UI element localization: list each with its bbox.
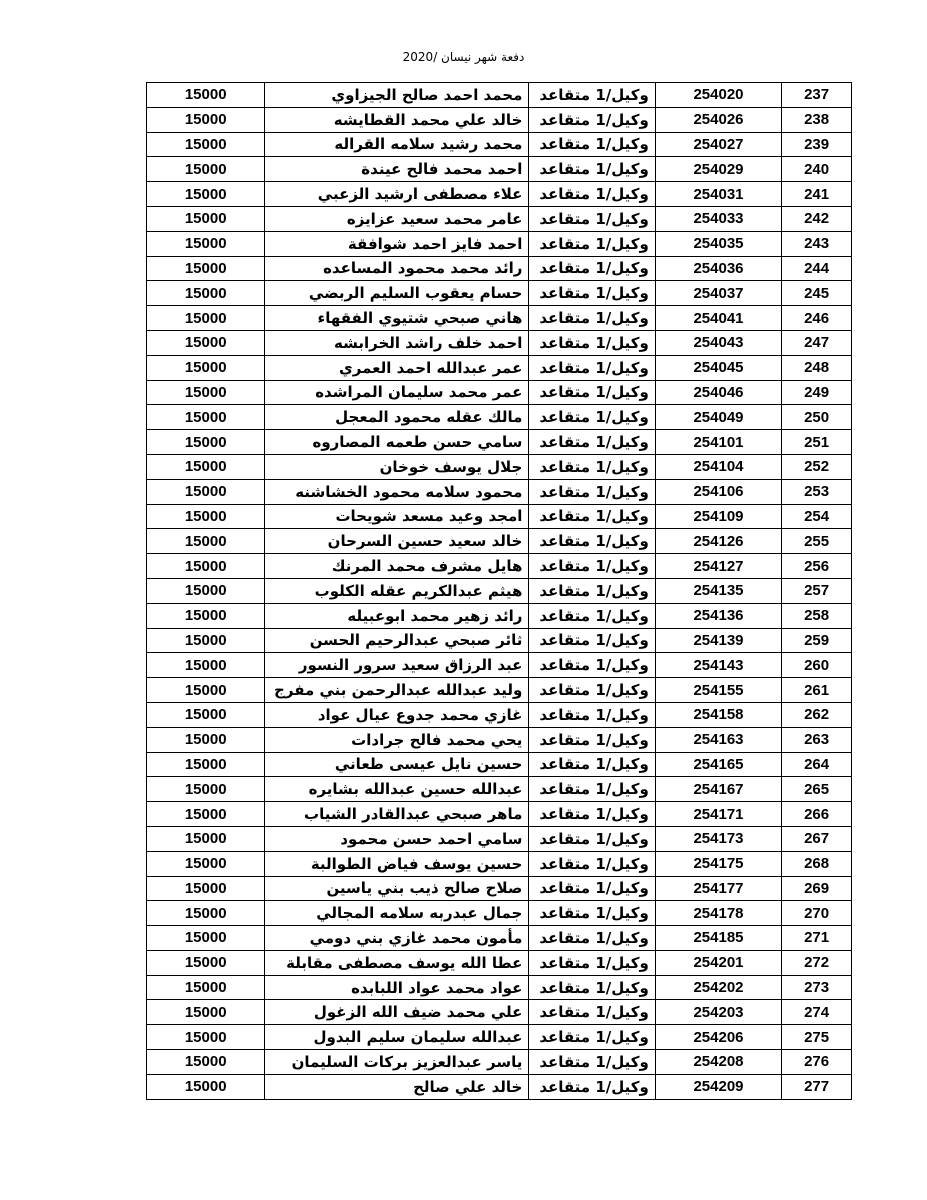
full-name-cell: عمر محمد سليمان المراشده	[265, 380, 529, 405]
amount-cell: 15000	[147, 430, 265, 455]
row-number-cell: 267	[782, 826, 852, 851]
rank-cell: وكيل/1 متقاعد	[529, 107, 655, 132]
amount-cell: 15000	[147, 206, 265, 231]
table-row	[147, 802, 852, 827]
rank-cell: وكيل/1 متقاعد	[529, 1000, 655, 1025]
table-body	[147, 83, 852, 1100]
row-number-cell: 243	[782, 231, 852, 256]
row-number-cell: 242	[782, 206, 852, 231]
rank-cell: وكيل/1 متقاعد	[529, 380, 655, 405]
row-number-cell: 260	[782, 653, 852, 678]
amount-cell: 15000	[147, 826, 265, 851]
rank-cell: وكيل/1 متقاعد	[529, 281, 655, 306]
row-number-cell: 263	[782, 727, 852, 752]
rank-cell: وكيل/1 متقاعد	[529, 430, 655, 455]
amount-cell: 15000	[147, 330, 265, 355]
rank-cell: وكيل/1 متقاعد	[529, 231, 655, 256]
full-name-cell: مأمون محمد غازي بني دومي	[265, 926, 529, 951]
id-number-cell: 254029	[655, 157, 781, 182]
full-name-cell: رائد محمد محمود المساعده	[265, 256, 529, 281]
rank-cell: وكيل/1 متقاعد	[529, 306, 655, 331]
full-name-cell: محمود سلامه محمود الخشاشنه	[265, 479, 529, 504]
table-row	[147, 157, 852, 182]
row-number-cell: 275	[782, 1025, 852, 1050]
row-number-cell: 265	[782, 777, 852, 802]
table-row	[147, 380, 852, 405]
amount-cell: 15000	[147, 752, 265, 777]
row-number-cell: 247	[782, 330, 852, 355]
table-row	[147, 777, 852, 802]
table-row	[147, 1074, 852, 1099]
amount-cell: 15000	[147, 504, 265, 529]
row-number-cell: 266	[782, 802, 852, 827]
full-name-cell: علي محمد ضيف الله الزغول	[265, 1000, 529, 1025]
amount-cell: 15000	[147, 851, 265, 876]
table-row	[147, 529, 852, 554]
id-number-cell: 254175	[655, 851, 781, 876]
rank-cell: وكيل/1 متقاعد	[529, 405, 655, 430]
table-row	[147, 975, 852, 1000]
row-number-cell: 256	[782, 554, 852, 579]
table-row	[147, 950, 852, 975]
rank-cell: وكيل/1 متقاعد	[529, 256, 655, 281]
amount-cell: 15000	[147, 405, 265, 430]
amount-cell: 15000	[147, 281, 265, 306]
row-number-cell: 257	[782, 578, 852, 603]
rank-cell: وكيل/1 متقاعد	[529, 876, 655, 901]
rank-cell: وكيل/1 متقاعد	[529, 678, 655, 703]
id-number-cell: 254106	[655, 479, 781, 504]
id-number-cell: 254167	[655, 777, 781, 802]
amount-cell: 15000	[147, 554, 265, 579]
full-name-cell: ياسر عبدالعزيز بركات السليمان	[265, 1050, 529, 1075]
table-row	[147, 1025, 852, 1050]
full-name-cell: مالك عقله محمود المعجل	[265, 405, 529, 430]
row-number-cell: 237	[782, 83, 852, 108]
id-number-cell: 254127	[655, 554, 781, 579]
full-name-cell: هاني صبحي شتيوي الفقهاء	[265, 306, 529, 331]
id-number-cell: 254126	[655, 529, 781, 554]
full-name-cell: خالد سعيد حسين السرحان	[265, 529, 529, 554]
table-row	[147, 83, 852, 108]
amount-cell: 15000	[147, 702, 265, 727]
row-number-cell: 250	[782, 405, 852, 430]
row-number-cell: 249	[782, 380, 852, 405]
rank-cell: وكيل/1 متقاعد	[529, 901, 655, 926]
id-number-cell: 254104	[655, 454, 781, 479]
full-name-cell: خالد علي محمد القطايشه	[265, 107, 529, 132]
row-number-cell: 238	[782, 107, 852, 132]
id-number-cell: 254046	[655, 380, 781, 405]
full-name-cell: حسين نايل عيسى طعاني	[265, 752, 529, 777]
row-number-cell: 259	[782, 628, 852, 653]
amount-cell: 15000	[147, 454, 265, 479]
id-number-cell: 254045	[655, 355, 781, 380]
full-name-cell: غازي محمد جدوع عيال عواد	[265, 702, 529, 727]
row-number-cell: 252	[782, 454, 852, 479]
amount-cell: 15000	[147, 355, 265, 380]
row-number-cell: 268	[782, 851, 852, 876]
full-name-cell: امجد وعيد مسعد شويحات	[265, 504, 529, 529]
table-row	[147, 231, 852, 256]
row-number-cell: 261	[782, 678, 852, 703]
table-row	[147, 876, 852, 901]
id-number-cell: 254173	[655, 826, 781, 851]
table-row	[147, 851, 852, 876]
full-name-cell: علاء مصطفى ارشيد الزعبي	[265, 182, 529, 207]
amount-cell: 15000	[147, 1025, 265, 1050]
row-number-cell: 276	[782, 1050, 852, 1075]
row-number-cell: 269	[782, 876, 852, 901]
amount-cell: 15000	[147, 1050, 265, 1075]
amount-cell: 15000	[147, 777, 265, 802]
id-number-cell: 254171	[655, 802, 781, 827]
id-number-cell: 254185	[655, 926, 781, 951]
amount-cell: 15000	[147, 380, 265, 405]
id-number-cell: 254165	[655, 752, 781, 777]
rank-cell: وكيل/1 متقاعد	[529, 851, 655, 876]
id-number-cell: 254033	[655, 206, 781, 231]
row-number-cell: 240	[782, 157, 852, 182]
id-number-cell: 254201	[655, 950, 781, 975]
table-row	[147, 430, 852, 455]
rank-cell: وكيل/1 متقاعد	[529, 975, 655, 1000]
id-number-cell: 254026	[655, 107, 781, 132]
amount-cell: 15000	[147, 107, 265, 132]
table-row	[147, 901, 852, 926]
rank-cell: وكيل/1 متقاعد	[529, 926, 655, 951]
row-number-cell: 277	[782, 1074, 852, 1099]
id-number-cell: 254020	[655, 83, 781, 108]
table-row	[147, 479, 852, 504]
table-row	[147, 454, 852, 479]
amount-cell: 15000	[147, 628, 265, 653]
full-name-cell: ماهر صبحي عبدالقادر الشياب	[265, 802, 529, 827]
row-number-cell: 262	[782, 702, 852, 727]
id-number-cell: 254143	[655, 653, 781, 678]
rank-cell: وكيل/1 متقاعد	[529, 727, 655, 752]
full-name-cell: حسام يعقوب السليم الربضي	[265, 281, 529, 306]
amount-cell: 15000	[147, 83, 265, 108]
table-row	[147, 256, 852, 281]
id-number-cell: 254203	[655, 1000, 781, 1025]
row-number-cell: 245	[782, 281, 852, 306]
full-name-cell: سامي حسن طعمه المصاروه	[265, 430, 529, 455]
row-number-cell: 271	[782, 926, 852, 951]
row-number-cell: 246	[782, 306, 852, 331]
rank-cell: وكيل/1 متقاعد	[529, 653, 655, 678]
rank-cell: وكيل/1 متقاعد	[529, 826, 655, 851]
row-number-cell: 272	[782, 950, 852, 975]
amount-cell: 15000	[147, 727, 265, 752]
amount-cell: 15000	[147, 306, 265, 331]
rank-cell: وكيل/1 متقاعد	[529, 157, 655, 182]
id-number-cell: 254163	[655, 727, 781, 752]
rank-cell: وكيل/1 متقاعد	[529, 1050, 655, 1075]
page-title: دفعة شهر نيسان /2020	[402, 50, 525, 64]
rank-cell: وكيل/1 متقاعد	[529, 578, 655, 603]
table-row	[147, 281, 852, 306]
rank-cell: وكيل/1 متقاعد	[529, 777, 655, 802]
table-row	[147, 826, 852, 851]
rank-cell: وكيل/1 متقاعد	[529, 504, 655, 529]
id-number-cell: 254035	[655, 231, 781, 256]
full-name-cell: رائد زهير محمد ابوعبيله	[265, 603, 529, 628]
full-name-cell: جمال عبدربه سلامه المجالي	[265, 901, 529, 926]
full-name-cell: احمد محمد فالح عيندة	[265, 157, 529, 182]
row-number-cell: 273	[782, 975, 852, 1000]
full-name-cell: صلاح صالح ذيب بني ياسين	[265, 876, 529, 901]
full-name-cell: عواد محمد عواد اللبابده	[265, 975, 529, 1000]
id-number-cell: 254101	[655, 430, 781, 455]
amount-cell: 15000	[147, 182, 265, 207]
id-number-cell: 254041	[655, 306, 781, 331]
row-number-cell: 239	[782, 132, 852, 157]
full-name-cell: احمد خلف راشد الخرابشه	[265, 330, 529, 355]
amount-cell: 15000	[147, 950, 265, 975]
amount-cell: 15000	[147, 802, 265, 827]
table-row	[147, 678, 852, 703]
table-row	[147, 628, 852, 653]
rank-cell: وكيل/1 متقاعد	[529, 182, 655, 207]
amount-cell: 15000	[147, 256, 265, 281]
amount-cell: 15000	[147, 529, 265, 554]
rank-cell: وكيل/1 متقاعد	[529, 1025, 655, 1050]
id-number-cell: 254109	[655, 504, 781, 529]
full-name-cell: يحي محمد فالح جرادات	[265, 727, 529, 752]
id-number-cell: 254155	[655, 678, 781, 703]
amount-cell: 15000	[147, 1074, 265, 1099]
row-number-cell: 248	[782, 355, 852, 380]
table-row	[147, 554, 852, 579]
rank-cell: وكيل/1 متقاعد	[529, 603, 655, 628]
amount-cell: 15000	[147, 1000, 265, 1025]
rank-cell: وكيل/1 متقاعد	[529, 454, 655, 479]
table-row	[147, 727, 852, 752]
row-number-cell: 270	[782, 901, 852, 926]
full-name-cell: حسين يوسف فياض الطوالبة	[265, 851, 529, 876]
rank-cell: وكيل/1 متقاعد	[529, 355, 655, 380]
id-number-cell: 254036	[655, 256, 781, 281]
full-name-cell: هيثم عبدالكريم عقله الكلوب	[265, 578, 529, 603]
row-number-cell: 244	[782, 256, 852, 281]
table-row	[147, 702, 852, 727]
id-number-cell: 254209	[655, 1074, 781, 1099]
row-number-cell: 251	[782, 430, 852, 455]
row-number-cell: 274	[782, 1000, 852, 1025]
rank-cell: وكيل/1 متقاعد	[529, 950, 655, 975]
amount-cell: 15000	[147, 231, 265, 256]
row-number-cell: 255	[782, 529, 852, 554]
id-number-cell: 254202	[655, 975, 781, 1000]
amount-cell: 15000	[147, 132, 265, 157]
row-number-cell: 258	[782, 603, 852, 628]
table-row	[147, 603, 852, 628]
id-number-cell: 254027	[655, 132, 781, 157]
full-name-cell: جلال يوسف خوخان	[265, 454, 529, 479]
table-row	[147, 926, 852, 951]
full-name-cell: عبدالله حسين عبدالله بشايره	[265, 777, 529, 802]
table-row	[147, 132, 852, 157]
table-row	[147, 504, 852, 529]
amount-cell: 15000	[147, 479, 265, 504]
full-name-cell: عطا الله يوسف مصطفى مقابلة	[265, 950, 529, 975]
table-row	[147, 330, 852, 355]
table-row	[147, 405, 852, 430]
full-name-cell: هايل مشرف محمد المرنك	[265, 554, 529, 579]
full-name-cell: عامر محمد سعيد عزايزه	[265, 206, 529, 231]
id-number-cell: 254043	[655, 330, 781, 355]
id-number-cell: 254049	[655, 405, 781, 430]
full-name-cell: وليد عبدالله عبدالرحمن بني مفرج	[265, 678, 529, 703]
rank-cell: وكيل/1 متقاعد	[529, 206, 655, 231]
rank-cell: وكيل/1 متقاعد	[529, 132, 655, 157]
amount-cell: 15000	[147, 926, 265, 951]
table-row	[147, 306, 852, 331]
id-number-cell: 254136	[655, 603, 781, 628]
amount-cell: 15000	[147, 876, 265, 901]
row-number-cell: 254	[782, 504, 852, 529]
full-name-cell: محمد احمد صالح الجيزاوي	[265, 83, 529, 108]
row-number-cell: 241	[782, 182, 852, 207]
rank-cell: وكيل/1 متقاعد	[529, 479, 655, 504]
table-row	[147, 355, 852, 380]
full-name-cell: عبدالله سليمان سليم البدول	[265, 1025, 529, 1050]
id-number-cell: 254206	[655, 1025, 781, 1050]
row-number-cell: 253	[782, 479, 852, 504]
rank-cell: وكيل/1 متقاعد	[529, 628, 655, 653]
amount-cell: 15000	[147, 975, 265, 1000]
full-name-cell: سامي احمد حسن محمود	[265, 826, 529, 851]
full-name-cell: خالد علي صالح	[265, 1074, 529, 1099]
table-row	[147, 578, 852, 603]
id-number-cell: 254178	[655, 901, 781, 926]
id-number-cell: 254031	[655, 182, 781, 207]
row-number-cell: 264	[782, 752, 852, 777]
full-name-cell: احمد فايز احمد شوافقة	[265, 231, 529, 256]
table-row	[147, 182, 852, 207]
rank-cell: وكيل/1 متقاعد	[529, 83, 655, 108]
id-number-cell: 254177	[655, 876, 781, 901]
full-name-cell: ثائر صبحي عبدالرحيم الحسن	[265, 628, 529, 653]
rank-cell: وكيل/1 متقاعد	[529, 1074, 655, 1099]
full-name-cell: محمد رشيد سلامه القراله	[265, 132, 529, 157]
rank-cell: وكيل/1 متقاعد	[529, 330, 655, 355]
amount-cell: 15000	[147, 901, 265, 926]
amount-cell: 15000	[147, 603, 265, 628]
amount-cell: 15000	[147, 157, 265, 182]
rank-cell: وكيل/1 متقاعد	[529, 802, 655, 827]
table-row	[147, 206, 852, 231]
rank-cell: وكيل/1 متقاعد	[529, 529, 655, 554]
table-row	[147, 1050, 852, 1075]
id-number-cell: 254208	[655, 1050, 781, 1075]
id-number-cell: 254158	[655, 702, 781, 727]
amount-cell: 15000	[147, 578, 265, 603]
id-number-cell: 254037	[655, 281, 781, 306]
rank-cell: وكيل/1 متقاعد	[529, 752, 655, 777]
payment-table	[146, 82, 852, 1100]
amount-cell: 15000	[147, 678, 265, 703]
amount-cell: 15000	[147, 653, 265, 678]
id-number-cell: 254139	[655, 628, 781, 653]
id-number-cell: 254135	[655, 578, 781, 603]
table-row	[147, 653, 852, 678]
full-name-cell: عمر عبدالله احمد العمري	[265, 355, 529, 380]
full-name-cell: عبد الرزاق سعيد سرور النسور	[265, 653, 529, 678]
table-row	[147, 1000, 852, 1025]
table-row	[147, 752, 852, 777]
rank-cell: وكيل/1 متقاعد	[529, 702, 655, 727]
rank-cell: وكيل/1 متقاعد	[529, 554, 655, 579]
table-row	[147, 107, 852, 132]
